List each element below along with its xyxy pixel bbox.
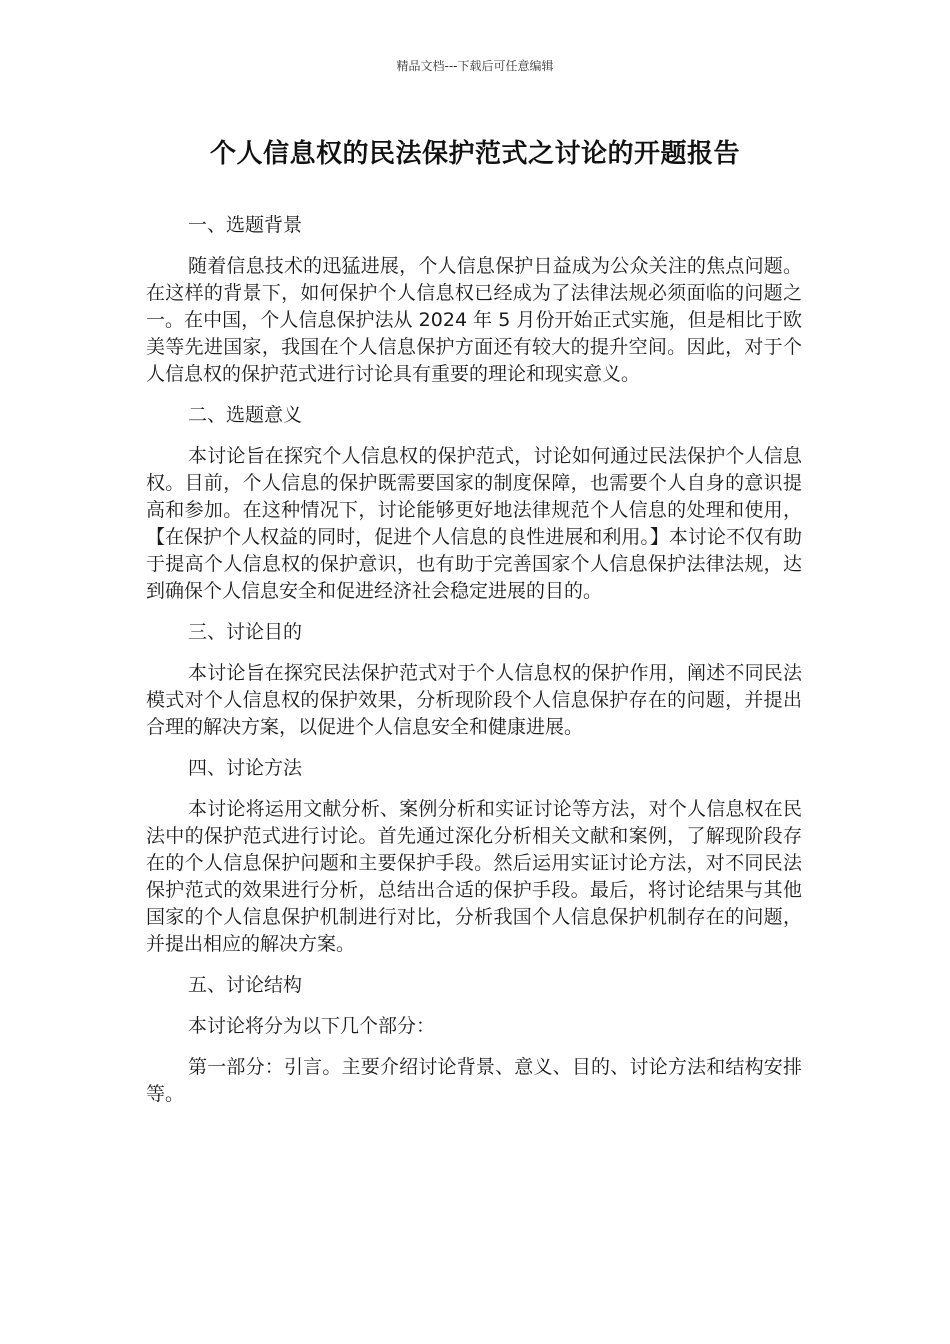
paragraph: 本讨论将运用文献分析、案例分析和实证讨论等方法，对个人信息权在民法中的保护范式进行讨论。首先通过深化分析相关文献和案例，了解现阶段存在的个人信息保护问题和主要保护手段。然后运用实证讨论方法，对不同民法保护范式的效果进行分析，总结出合适的保护手段。最后，将讨论结果与其他国家的个人信息保护机制进行对比，分析我国个人信息保护机制存在的问题，并提出相应的解决方案。 bbox=[146, 798, 802, 955]
section-heading-structure: 五、讨论结构 bbox=[188, 974, 303, 996]
document-title: 个人信息权的民法保护范式之讨论的开题报告 bbox=[209, 139, 740, 169]
paragraph: 本讨论旨在探究民法保护范式对于个人信息权的保护作用，阐述不同民法模式对个人信息权的保护效果，分析现阶段个人信息保护存在的问题，并提出合理的解决方案，以促进个人信息安全和健康进展。 bbox=[146, 662, 802, 738]
section-heading-method: 四、讨论方法 bbox=[188, 757, 303, 779]
header-note: 精品文档---下载后可任意编辑 bbox=[396, 59, 554, 73]
paragraph: 第一部分：引言。主要介绍讨论背景、意义、目的、讨论方法和结构安排等。 bbox=[146, 1056, 802, 1105]
paragraph: 随着信息技术的迅猛进展，个人信息保护日益成为公众关注的焦点问题。在这样的背景下，如何保护个人信息权已经成为了法律法规必须面临的问题之一。在中国，个人信息保护法从 2024 年 5 月份开始正式实施，但是相比于欧美等先进国家，我国在个人信息保护方面还有较大的提升空间。因此，对于个人信息权的保护范式进行讨论具有重要的理论和现实意义。 bbox=[146, 255, 802, 385]
section-heading-purpose: 三、讨论目的 bbox=[188, 621, 303, 643]
section-heading-background: 一、选题背景 bbox=[188, 214, 303, 236]
section-heading-significance: 二、选题意义 bbox=[188, 404, 303, 426]
document-body bbox=[146, 212, 802, 1122]
paragraph: 本讨论旨在探究个人信息权的保护范式，讨论如何通过民法保护个人信息权。目前，个人信息的保护既需要国家的制度保障，也需要个人自身的意识提高和参加。在这种情况下，讨论能够更好地法律规范个人信息的处理和使用，【在保护个人权益的同时，促进个人信息的良性进展和利用。】本讨论不仅有助于提高个人信息权的保护意识，也有助于完善国家个人信息保护法律法规，达到确保个人信息安全和促进经济社会稳定进展的目的。 bbox=[146, 445, 802, 602]
paragraph: 本讨论将分为以下几个部分： bbox=[188, 1015, 436, 1037]
